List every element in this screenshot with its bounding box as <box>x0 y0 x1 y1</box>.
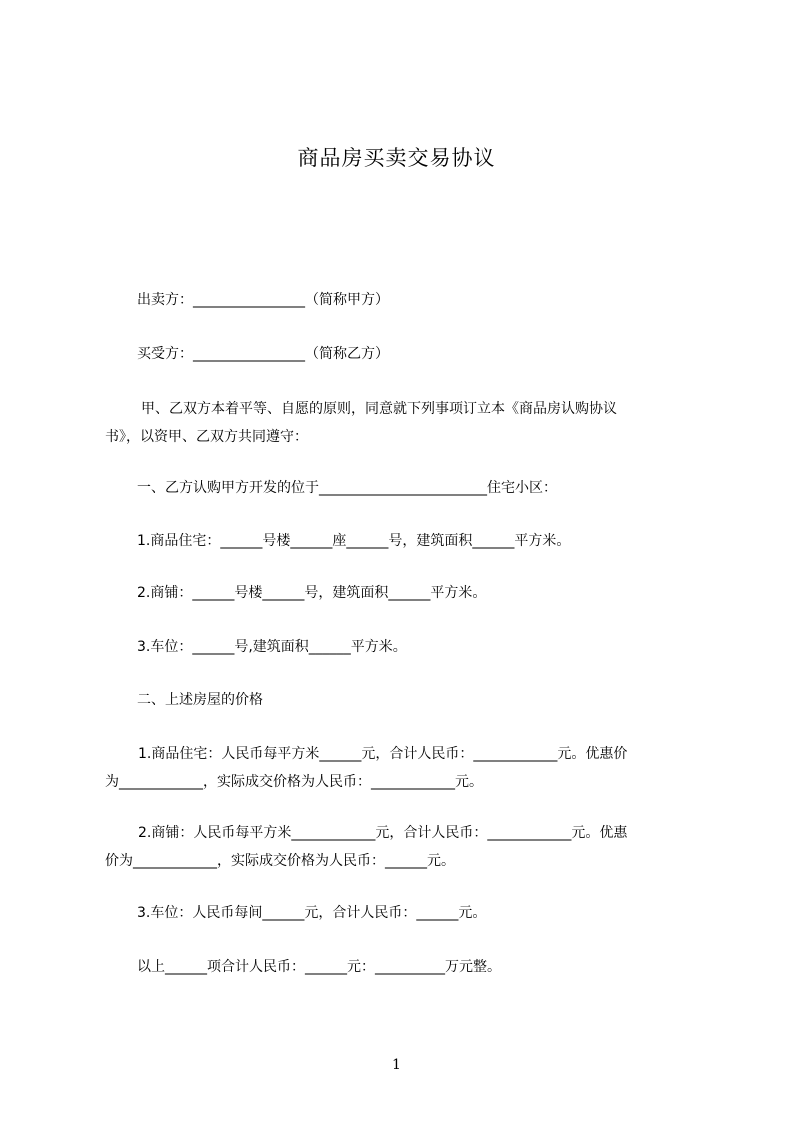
section2-heading: 二、上述房屋的价格 <box>137 692 263 708</box>
section1-item-residence: 1.商品住宅：______号楼______座______号，建筑面积______平方米。 <box>137 533 571 549</box>
preamble-line-2: 书》，以资甲、乙双方共同遵守： <box>105 429 308 445</box>
preamble-line-1: 甲、乙双方本着平等、自愿的原则，同意就下列事项订立本《商品房认购协议 <box>141 401 617 417</box>
section2-item-residence <box>105 740 701 796</box>
section2-item-parking: 3.车位：人民币每间______元，合计人民币：______元。 <box>137 905 487 921</box>
section2-item-residence-line-2: 为____________，实际成交价格为人民币：____________元。 <box>105 774 483 790</box>
section2-item-residence-line-1: 1.商品住宅：人民币每平方米______元，合计人民币：____________元。优惠价 <box>138 746 628 762</box>
preamble-paragraph <box>105 395 701 451</box>
section2-total: 以上______项合计人民币：______元：__________万元整。 <box>137 959 501 975</box>
page-number: 1 <box>392 1057 401 1073</box>
section2-item-shop <box>105 819 701 875</box>
buyer-line: 买受方：________________（简称乙方） <box>137 346 389 362</box>
document-title: 商品房买卖交易协议 <box>297 146 496 170</box>
section1-item-shop: 2.商铺：______号楼______号，建筑面积______平方米。 <box>137 585 487 601</box>
seller-line: 出卖方：________________（简称甲方） <box>137 292 389 308</box>
section1-item-parking: 3.车位：______号,建筑面积______平方米。 <box>137 639 407 655</box>
section1-heading: 一、乙方认购甲方开发的位于________________________住宅小区： <box>137 480 557 496</box>
section2-item-shop-line-1: 2.商铺：人民币每平方米____________元，合计人民币：____________元。优惠 <box>138 825 628 841</box>
section2-item-shop-line-2: 价为____________，实际成交价格为人民币：______元。 <box>105 853 455 869</box>
